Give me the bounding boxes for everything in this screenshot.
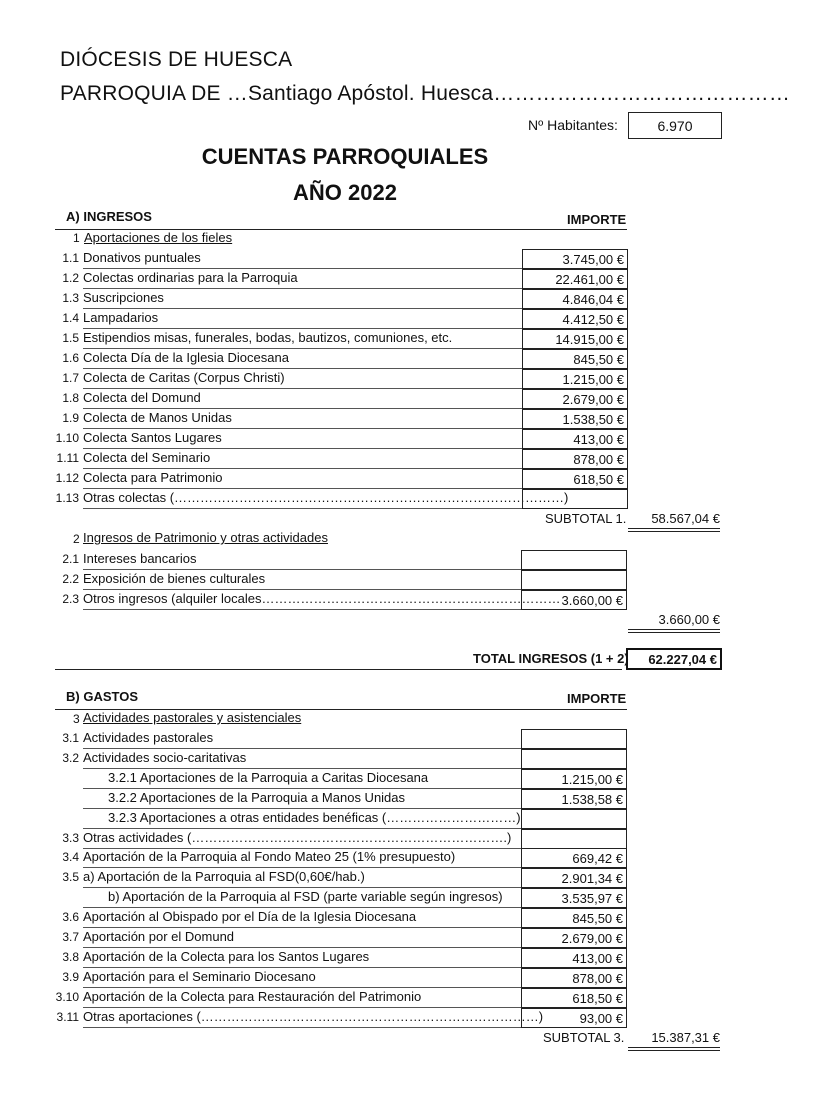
row-number: 3.1 (62, 731, 79, 745)
row-number: 1.11 (56, 451, 79, 465)
table-row (0, 409, 827, 429)
table-row (0, 848, 827, 868)
row-number: 1.2 (62, 271, 79, 285)
row-number: 3.9 (62, 969, 79, 984)
group3-label: Actividades pastorales y asistenciales (83, 710, 302, 725)
row-label: Actividades pastorales (83, 730, 214, 745)
group1-label: Aportaciones de los fieles (84, 230, 233, 245)
row-label: Estipendios misas, funerales, bodas, bautizos, comuniones, etc. (83, 330, 453, 345)
group2-label: Ingresos de Patrimonio y otras actividades (83, 530, 328, 545)
row-number: 1.1 (62, 251, 79, 265)
amount-cell: 2.679,00 € (521, 928, 627, 948)
row-underline (83, 1027, 522, 1028)
row-number: 2.2 (62, 572, 79, 586)
subtotal1-value: 58.567,04 € (651, 511, 720, 526)
row-label: Exposición de bienes culturales (83, 571, 266, 586)
row-label: Aportación para el Seminario Diocesano (83, 968, 316, 984)
amount-cell: 618,50 € (521, 988, 627, 1008)
table-row (0, 269, 827, 289)
amount-cell: 93,00 € (521, 1008, 627, 1028)
parish-name: PARROQUIA DE …Santiago Apóstol. Huesca…………………………………… (60, 82, 791, 105)
row-number: 1.4 (62, 311, 79, 325)
table-row (0, 908, 827, 928)
habitants-label: Nº Habitantes: (528, 117, 618, 133)
row-label: Aportación de la Colecta para Restauración del Patrimonio (83, 988, 422, 1004)
amount-cell: 845,50 € (522, 349, 628, 369)
row-number: 3.11 (56, 1009, 79, 1024)
amount-cell (521, 749, 627, 769)
amount-cell: 413,00 € (521, 948, 627, 968)
amount-cell (521, 809, 627, 829)
table-row (0, 550, 827, 570)
amount-cell: 3.745,00 € (522, 249, 628, 269)
table-row (0, 489, 827, 509)
row-number: 1.12 (55, 471, 79, 485)
row-label: Intereses bancarios (83, 551, 197, 566)
amount-cell: 14.915,00 € (522, 329, 628, 349)
row-label: Colectas ordinarias para la Parroquia (83, 270, 298, 285)
table-row (0, 289, 827, 309)
row-number: 3.4 (62, 850, 79, 865)
row-number: 1.6 (62, 351, 79, 365)
amount-cell (521, 550, 627, 570)
row-label: Colecta de Caritas (Corpus Christi) (83, 370, 285, 385)
amount-cell: 1.538,58 € (521, 789, 627, 809)
row-number: 3.7 (62, 930, 79, 944)
subtotal1-underline (628, 528, 720, 532)
row-number: 2.1 (62, 552, 79, 566)
row-label: Otras actividades (……………………………………………………………….) (83, 829, 512, 845)
row-number: 2.3 (62, 592, 79, 606)
row-label: Lampadarios (83, 310, 159, 325)
amount-cell: 22.461,00 € (522, 269, 628, 289)
row-number: 3.8 (62, 949, 79, 964)
table-row (0, 329, 827, 349)
habitants-value: 6.970 (628, 112, 722, 139)
row-number: 1.3 (62, 291, 79, 305)
row-label: 3.2.1 Aportaciones de la Parroquia a Caritas Diocesana (108, 769, 429, 785)
row-underline (83, 508, 522, 509)
subtotal2-value: 3.660,00 € (658, 612, 720, 627)
table-row (0, 789, 827, 809)
row-label: Colecta Día de la Iglesia Diocesana (83, 350, 289, 365)
total-ingresos-label: TOTAL INGRESOS (1 + 2) (473, 651, 629, 666)
group3-num: 3 (73, 712, 80, 726)
row-number: 3.5 (62, 870, 79, 885)
gastos-heading: B) GASTOS (66, 689, 138, 704)
row-label: 3.2.3 Aportaciones a otras entidades benéficas (…………………………) (108, 809, 521, 825)
amount-cell (521, 570, 627, 590)
amount-cell (521, 729, 627, 749)
amount-cell: 618,50 € (522, 469, 628, 489)
row-label: Aportación de la Parroquia al Fondo Mateo 25 (1% presupuesto) (83, 849, 456, 865)
row-underline (83, 609, 522, 610)
table-row (0, 948, 827, 968)
row-label: Otros ingresos (alquiler locales…………………………………………………………… (83, 591, 561, 606)
row-label: Otras aportaciones (……………………………………………………………………) (83, 1008, 544, 1024)
row-label: Colecta del Domund (83, 390, 201, 405)
table-row (0, 829, 827, 849)
row-number: 3.6 (62, 910, 79, 925)
group1-num: 1 (73, 231, 80, 245)
row-label: Colecta para Patrimonio (83, 470, 223, 485)
row-number: 1.5 (62, 331, 79, 345)
table-row (0, 809, 827, 829)
table-row (0, 888, 827, 908)
table-row (0, 570, 827, 590)
amount-cell: 1.215,00 € (522, 369, 628, 389)
row-number: 1.13 (55, 491, 79, 505)
amount-cell: 4.846,04 € (522, 289, 628, 309)
table-row (0, 309, 827, 329)
table-row (0, 369, 827, 389)
amount-cell: 1.538,50 € (522, 409, 628, 429)
row-label: b) Aportación de la Parroquia al FSD (parte variable según ingresos) (108, 889, 503, 905)
row-label: Colecta Santos Lugares (83, 430, 222, 445)
subtotal2-underline (628, 629, 720, 633)
row-label: a) Aportación de la Parroquia al FSD(0,60€/hab.) (83, 869, 365, 885)
amount-cell: 2.679,00 € (522, 389, 628, 409)
table-row (0, 988, 827, 1008)
table-row (0, 429, 827, 449)
amount-cell: 878,00 € (522, 449, 628, 469)
table-row (0, 449, 827, 469)
subtotal3-value: 15.387,31 € (651, 1030, 720, 1045)
row-label: Colecta del Seminario (83, 450, 211, 465)
subtotal3-label: SUBTOTAL 3. (543, 1030, 625, 1045)
amount-cell: 4.412,50 € (522, 309, 628, 329)
table-row (0, 389, 827, 409)
amount-cell: 3.660,00 € (521, 590, 627, 610)
table-row (0, 1008, 827, 1028)
subtotal3-underline (628, 1047, 720, 1051)
row-number: 3.2 (62, 750, 79, 765)
page-year: AÑO 2022 (293, 180, 397, 205)
row-number: 3.10 (55, 989, 79, 1004)
ingresos-amount-heading: IMPORTE (567, 212, 627, 227)
row-label: 3.2.2 Aportaciones de la Parroquia a Manos Unidas (108, 789, 406, 805)
row-label: Aportación de la Colecta para los Santos Lugares (83, 948, 370, 964)
ingresos-heading: A) INGRESOS (66, 209, 152, 224)
amount-cell: 2.901,34 € (521, 868, 627, 888)
row-label: Suscripciones (83, 290, 164, 305)
total-rule (55, 669, 622, 670)
total-ingresos-value: 62.227,04 € (626, 648, 722, 670)
row-label: Aportación al Obispado por el Día de la Iglesia Diocesana (83, 909, 417, 925)
table-row (0, 769, 827, 789)
row-number: 1.7 (62, 371, 79, 385)
amount-cell: 845,50 € (521, 908, 627, 928)
diocese-title: DIÓCESIS DE HUESCA (60, 48, 293, 71)
row-label: Aportación por el Domund (83, 929, 235, 944)
table-row (0, 349, 827, 369)
amount-cell (521, 829, 627, 849)
group2-num: 2 (73, 532, 80, 546)
gastos-amount-heading: IMPORTE (567, 691, 627, 706)
amount-cell: 413,00 € (522, 429, 628, 449)
row-label: Donativos puntuales (83, 250, 201, 265)
subtotal1-label: SUBTOTAL 1. (545, 511, 627, 526)
table-row (0, 968, 827, 988)
amount-cell: 1.215,00 € (521, 769, 627, 789)
row-number: 1.8 (62, 391, 79, 405)
table-row (0, 868, 827, 888)
table-row (0, 928, 827, 948)
amount-cell: 878,00 € (521, 968, 627, 988)
table-row (0, 249, 827, 269)
page-title: CUENTAS PARROQUIALES (201, 144, 489, 169)
table-row (0, 749, 827, 769)
amount-cell (522, 489, 628, 509)
row-number: 1.10 (55, 431, 79, 445)
row-number: 3.3 (62, 830, 79, 845)
amount-cell: 3.535,97 € (521, 888, 627, 908)
table-row (0, 469, 827, 489)
amount-cell: 669,42 € (521, 848, 627, 868)
row-number: 1.9 (62, 411, 79, 425)
table-row (0, 729, 827, 749)
table-row (0, 590, 827, 610)
row-label: Colecta de Manos Unidas (83, 410, 232, 425)
row-label: Actividades socio-caritativas (83, 749, 247, 765)
row-label: Otras colectas (………………………………………………………………………………) (83, 490, 569, 505)
